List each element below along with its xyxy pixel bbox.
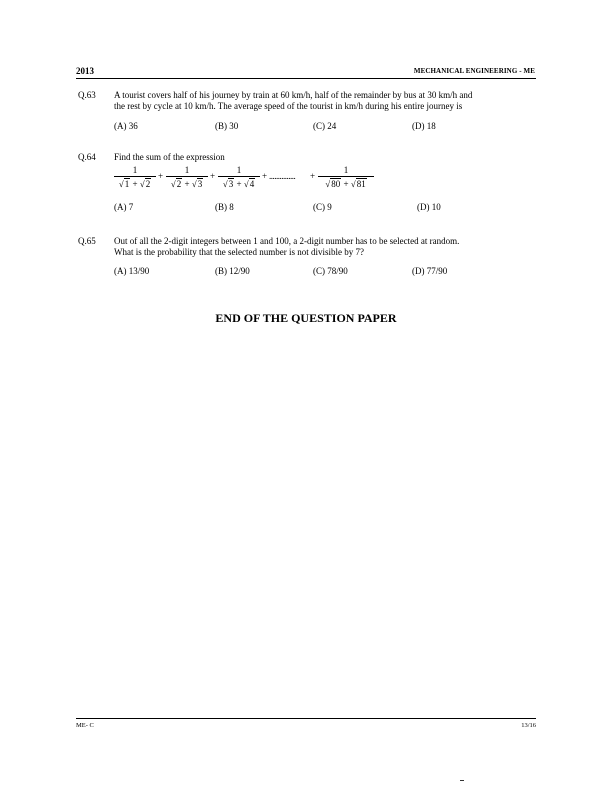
radicand: 3 <box>228 179 234 189</box>
option-b: (B) 8 <box>215 202 234 212</box>
option-b: (B) 12/90 <box>215 266 250 276</box>
question-text-line: What is the probability that the selected number is not divisible by 7? <box>114 247 364 257</box>
options-row <box>114 266 534 277</box>
radicand: 2 <box>145 179 151 189</box>
fraction-3 <box>218 165 260 190</box>
question-text-line: Out of all the 2-digit integers between 1 and 100, a 2-digit number has to be selected at random. <box>114 236 460 246</box>
option-d: (D) 10 <box>417 202 441 212</box>
end-of-paper-heading: END OF THE QUESTION PAPER <box>215 311 397 325</box>
fraction-bar <box>166 176 208 177</box>
options-row <box>114 121 534 132</box>
option-d: (D) 18 <box>412 121 436 131</box>
option-d: (D) 77/90 <box>412 266 448 276</box>
scan-mark <box>460 780 464 782</box>
radicand: 4 <box>249 179 255 189</box>
fraction-denominator: √2 + √3 <box>170 179 203 189</box>
fraction-last <box>318 165 374 190</box>
fraction-1 <box>114 165 156 190</box>
question-text-line: the rest by cycle at 10 km/h. The average speed of the tourist in km/h during his entire journey is <box>114 101 463 111</box>
option-a: (A) 13/90 <box>114 266 150 276</box>
question-64 <box>78 152 538 216</box>
footer-page-number: 13/16 <box>521 722 536 729</box>
plus-sign: + <box>210 171 216 181</box>
header-year: 2013 <box>76 66 94 76</box>
fraction-numerator: 1 <box>132 165 138 175</box>
fraction-bar <box>218 176 260 177</box>
footer-paper-code: ME- C <box>76 722 94 729</box>
fraction-bar <box>318 176 374 177</box>
radicand: 80 <box>331 179 341 189</box>
option-c: (C) 78/90 <box>313 266 348 276</box>
option-c: (C) 24 <box>313 121 337 131</box>
question-number: Q.64 <box>78 152 96 162</box>
fraction-bar <box>114 176 156 177</box>
question-text <box>114 152 538 163</box>
fraction-2 <box>166 165 208 190</box>
question-65 <box>78 236 538 278</box>
ellipsis-dots: ............... <box>269 171 296 181</box>
radicand: 81 <box>356 179 366 189</box>
fraction-numerator: 1 <box>184 165 190 175</box>
footer-rule <box>76 718 536 719</box>
plus-sign: + <box>158 171 164 181</box>
question-63 <box>78 90 538 140</box>
fraction-denominator: √3 + √4 <box>222 179 255 189</box>
question-text-line: A tourist covers half of his journey by train at 60 km/h, half of the remainder by bus at 30 km/h and <box>114 90 473 100</box>
fraction-denominator: √80 + √81 <box>325 179 366 189</box>
option-c: (C) 9 <box>313 202 332 212</box>
plus-sign: + <box>310 171 316 181</box>
header-subject: MECHANICAL ENGINEERING - ME <box>413 67 535 75</box>
question-number: Q.65 <box>78 236 96 246</box>
radicand: 2 <box>176 179 182 189</box>
fraction-numerator: 1 <box>343 165 349 175</box>
expression <box>114 165 454 195</box>
question-text-line: Find the sum of the expression <box>114 152 225 162</box>
option-b: (B) 30 <box>215 121 239 131</box>
question-text <box>114 236 538 258</box>
fraction-denominator: √1 + √2 <box>118 179 151 189</box>
radicand: 3 <box>197 179 203 189</box>
options-row <box>114 202 534 213</box>
option-a: (A) 36 <box>114 121 138 131</box>
question-number: Q.63 <box>78 90 96 100</box>
radicand: 1 <box>124 179 130 189</box>
question-text <box>114 90 538 112</box>
option-a: (A) 7 <box>114 202 134 212</box>
header-rule <box>76 78 536 79</box>
fraction-numerator: 1 <box>236 165 242 175</box>
plus-sign: + <box>262 171 268 181</box>
